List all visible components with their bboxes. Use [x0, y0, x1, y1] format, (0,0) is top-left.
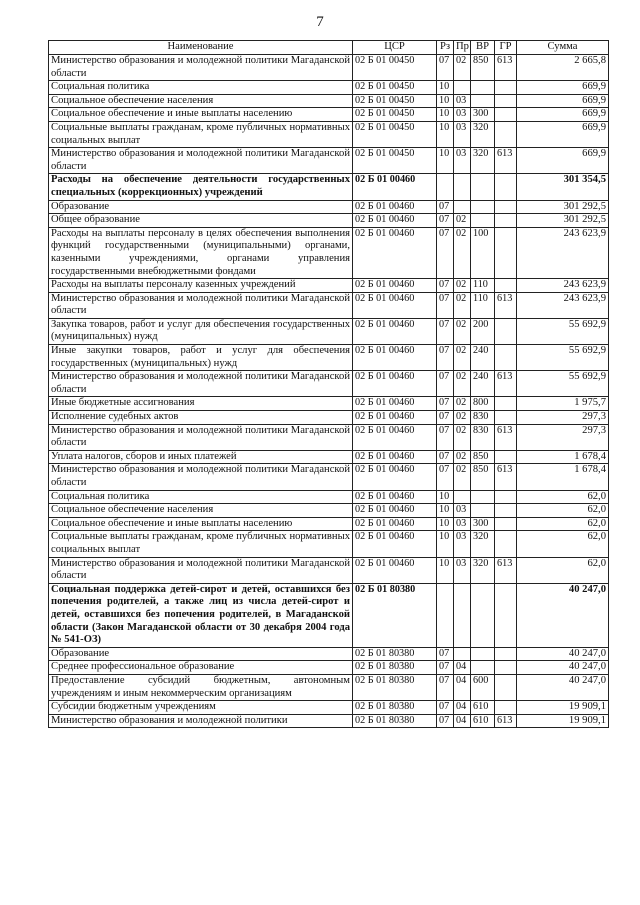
- row-sum-cell: 62,0: [517, 490, 609, 504]
- row-name-cell: Общее образование: [49, 214, 353, 228]
- row-vr-cell: [471, 583, 495, 647]
- row-rz-cell: [437, 174, 454, 200]
- row-sum-cell: 243 623,9: [517, 292, 609, 318]
- row-pr-cell: [454, 81, 471, 95]
- row-gr-cell: [495, 490, 517, 504]
- row-pr-cell: [454, 200, 471, 214]
- row-sum-cell: 243 623,9: [517, 279, 609, 293]
- row-pr-cell: 03: [454, 557, 471, 583]
- row-pr-cell: 02: [454, 345, 471, 371]
- row-vr-cell: [471, 214, 495, 228]
- row-pr-cell: [454, 490, 471, 504]
- row-csr-cell: 02 Б 01 00450: [353, 121, 437, 147]
- table-row: [49, 674, 609, 700]
- row-rz-cell: 07: [437, 345, 454, 371]
- row-rz-cell: 10: [437, 148, 454, 174]
- row-gr-cell: [495, 397, 517, 411]
- row-vr-cell: [471, 94, 495, 108]
- row-vr-cell: 110: [471, 292, 495, 318]
- row-rz-cell: 07: [437, 450, 454, 464]
- row-vr-cell: 600: [471, 674, 495, 700]
- row-sum-cell: 40 247,0: [517, 647, 609, 661]
- row-gr-cell: 613: [495, 714, 517, 728]
- row-vr-cell: [471, 81, 495, 95]
- row-sum-cell: 40 247,0: [517, 583, 609, 647]
- row-csr-cell: 02 Б 01 00450: [353, 55, 437, 81]
- page-number: 7: [316, 14, 324, 30]
- row-pr-cell: 02: [454, 227, 471, 278]
- row-name-cell: Социальные выплаты гражданам, кроме публичных нормативных социальных выплат: [49, 121, 353, 147]
- row-rz-cell: 07: [437, 200, 454, 214]
- row-pr-cell: 03: [454, 121, 471, 147]
- row-csr-cell: 02 Б 01 80380: [353, 674, 437, 700]
- row-csr-cell: 02 Б 01 00460: [353, 292, 437, 318]
- table-row: [49, 424, 609, 450]
- row-csr-cell: 02 Б 01 00460: [353, 531, 437, 557]
- table-row: [49, 504, 609, 518]
- row-rz-cell: 07: [437, 318, 454, 344]
- row-gr-cell: [495, 214, 517, 228]
- row-vr-cell: 240: [471, 371, 495, 397]
- header-vr: ВР: [471, 41, 495, 55]
- table-row: [49, 714, 609, 728]
- row-csr-cell: 02 Б 01 00450: [353, 148, 437, 174]
- row-pr-cell: 02: [454, 279, 471, 293]
- row-gr-cell: [495, 517, 517, 531]
- row-gr-cell: [495, 81, 517, 95]
- row-sum-cell: 301 292,5: [517, 214, 609, 228]
- row-name-cell: Социальные выплаты гражданам, кроме публичных нормативных социальных выплат: [49, 531, 353, 557]
- row-csr-cell: 02 Б 01 80380: [353, 583, 437, 647]
- row-pr-cell: 02: [454, 318, 471, 344]
- row-csr-cell: 02 Б 01 00460: [353, 279, 437, 293]
- header-name: Наименование: [49, 41, 353, 55]
- row-gr-cell: [495, 318, 517, 344]
- row-pr-cell: 02: [454, 450, 471, 464]
- table-row: [49, 583, 609, 647]
- row-name-cell: Социальная политика: [49, 490, 353, 504]
- row-vr-cell: 320: [471, 148, 495, 174]
- table-row: [49, 279, 609, 293]
- row-name-cell: Социальная политика: [49, 81, 353, 95]
- table-row: [49, 411, 609, 425]
- row-rz-cell: 10: [437, 504, 454, 518]
- row-gr-cell: [495, 504, 517, 518]
- row-sum-cell: 301 354,5: [517, 174, 609, 200]
- table-row: [49, 318, 609, 344]
- row-rz-cell: 07: [437, 464, 454, 490]
- row-gr-cell: 613: [495, 148, 517, 174]
- row-csr-cell: 02 Б 01 00460: [353, 318, 437, 344]
- row-pr-cell: 03: [454, 108, 471, 122]
- row-csr-cell: 02 Б 01 00460: [353, 227, 437, 278]
- row-pr-cell: 03: [454, 94, 471, 108]
- table-row: [49, 148, 609, 174]
- row-rz-cell: 10: [437, 490, 454, 504]
- row-vr-cell: 610: [471, 714, 495, 728]
- row-rz-cell: 07: [437, 411, 454, 425]
- header-rz: Рз: [437, 41, 454, 55]
- row-gr-cell: [495, 674, 517, 700]
- row-vr-cell: 800: [471, 397, 495, 411]
- row-csr-cell: 02 Б 01 00450: [353, 81, 437, 95]
- row-pr-cell: 03: [454, 531, 471, 557]
- row-sum-cell: 1 678,4: [517, 464, 609, 490]
- row-sum-cell: 62,0: [517, 531, 609, 557]
- row-gr-cell: [495, 583, 517, 647]
- row-csr-cell: 02 Б 01 80380: [353, 714, 437, 728]
- row-rz-cell: 10: [437, 531, 454, 557]
- row-gr-cell: [495, 661, 517, 675]
- table-row: [49, 647, 609, 661]
- row-sum-cell: 1 678,4: [517, 450, 609, 464]
- row-pr-cell: 03: [454, 517, 471, 531]
- table-row: [49, 490, 609, 504]
- header-pr: Пр: [454, 41, 471, 55]
- row-vr-cell: 850: [471, 55, 495, 81]
- table-row: [49, 345, 609, 371]
- row-name-cell: Социальное обеспечение и иные выплаты населению: [49, 517, 353, 531]
- table-row: [49, 397, 609, 411]
- row-gr-cell: 613: [495, 371, 517, 397]
- table-row: [49, 81, 609, 95]
- table-row: [49, 174, 609, 200]
- row-name-cell: Министерство образования и молодежной политики: [49, 714, 353, 728]
- row-vr-cell: 830: [471, 411, 495, 425]
- row-vr-cell: 110: [471, 279, 495, 293]
- row-name-cell: Социальное обеспечение населения: [49, 94, 353, 108]
- row-vr-cell: 300: [471, 517, 495, 531]
- row-name-cell: Субсидии бюджетным учреждениям: [49, 701, 353, 715]
- row-gr-cell: 613: [495, 55, 517, 81]
- row-sum-cell: 62,0: [517, 504, 609, 518]
- row-name-cell: Министерство образования и молодежной политики Магаданской области: [49, 424, 353, 450]
- row-csr-cell: 02 Б 01 00460: [353, 557, 437, 583]
- row-csr-cell: 02 Б 01 00450: [353, 108, 437, 122]
- row-gr-cell: [495, 411, 517, 425]
- budget-table: [48, 40, 609, 728]
- row-gr-cell: 613: [495, 557, 517, 583]
- row-name-cell: Министерство образования и молодежной политики Магаданской области: [49, 292, 353, 318]
- row-gr-cell: [495, 647, 517, 661]
- row-sum-cell: 1 975,7: [517, 397, 609, 411]
- row-pr-cell: 04: [454, 701, 471, 715]
- row-csr-cell: 02 Б 01 00460: [353, 504, 437, 518]
- row-csr-cell: 02 Б 01 00460: [353, 371, 437, 397]
- row-pr-cell: 02: [454, 397, 471, 411]
- row-csr-cell: 02 Б 01 00460: [353, 517, 437, 531]
- table-row: [49, 292, 609, 318]
- row-sum-cell: 19 909,1: [517, 701, 609, 715]
- row-pr-cell: [454, 647, 471, 661]
- row-name-cell: Иные закупки товаров, работ и услуг для обеспечения государственных (муниципальных) нужд: [49, 345, 353, 371]
- row-pr-cell: 02: [454, 292, 471, 318]
- row-vr-cell: 200: [471, 318, 495, 344]
- row-name-cell: Министерство образования и молодежной политики Магаданской области: [49, 464, 353, 490]
- table-row: [49, 517, 609, 531]
- row-name-cell: Расходы на выплаты персоналу в целях обеспечения выполнения функций государственными (муниципальными) органами, казенными учреждениями, органами управления государственными внебюджетными фондами: [49, 227, 353, 278]
- row-vr-cell: [471, 200, 495, 214]
- row-sum-cell: 297,3: [517, 424, 609, 450]
- row-name-cell: Министерство образования и молодежной политики Магаданской области: [49, 371, 353, 397]
- row-rz-cell: 07: [437, 55, 454, 81]
- row-gr-cell: [495, 121, 517, 147]
- row-sum-cell: 669,9: [517, 121, 609, 147]
- row-csr-cell: 02 Б 01 00460: [353, 174, 437, 200]
- row-rz-cell: 07: [437, 674, 454, 700]
- row-gr-cell: [495, 94, 517, 108]
- row-sum-cell: 669,9: [517, 148, 609, 174]
- row-pr-cell: 02: [454, 424, 471, 450]
- row-vr-cell: 320: [471, 557, 495, 583]
- row-gr-cell: 613: [495, 464, 517, 490]
- row-rz-cell: 10: [437, 81, 454, 95]
- row-rz-cell: 10: [437, 108, 454, 122]
- row-pr-cell: 02: [454, 371, 471, 397]
- table-header-row: [49, 41, 609, 55]
- table-row: [49, 94, 609, 108]
- row-csr-cell: 02 Б 01 00460: [353, 464, 437, 490]
- row-pr-cell: 04: [454, 714, 471, 728]
- row-vr-cell: [471, 661, 495, 675]
- row-pr-cell: 04: [454, 674, 471, 700]
- row-rz-cell: 07: [437, 279, 454, 293]
- row-pr-cell: 02: [454, 411, 471, 425]
- row-gr-cell: [495, 200, 517, 214]
- row-sum-cell: 2 665,8: [517, 55, 609, 81]
- row-name-cell: Образование: [49, 647, 353, 661]
- row-gr-cell: [495, 345, 517, 371]
- row-sum-cell: 55 692,9: [517, 345, 609, 371]
- row-vr-cell: 240: [471, 345, 495, 371]
- row-pr-cell: 03: [454, 504, 471, 518]
- row-csr-cell: 02 Б 01 00460: [353, 450, 437, 464]
- row-pr-cell: 03: [454, 148, 471, 174]
- row-name-cell: Министерство образования и молодежной политики Магаданской области: [49, 557, 353, 583]
- row-gr-cell: [495, 227, 517, 278]
- row-name-cell: Социальное обеспечение и иные выплаты населению: [49, 108, 353, 122]
- row-sum-cell: 62,0: [517, 517, 609, 531]
- row-rz-cell: 07: [437, 371, 454, 397]
- row-vr-cell: 300: [471, 108, 495, 122]
- row-vr-cell: [471, 647, 495, 661]
- row-vr-cell: 320: [471, 121, 495, 147]
- row-csr-cell: 02 Б 01 00460: [353, 397, 437, 411]
- row-rz-cell: 07: [437, 227, 454, 278]
- table-row: [49, 557, 609, 583]
- row-pr-cell: 04: [454, 661, 471, 675]
- row-gr-cell: [495, 108, 517, 122]
- row-vr-cell: [471, 174, 495, 200]
- row-name-cell: Социальное обеспечение населения: [49, 504, 353, 518]
- row-vr-cell: 850: [471, 450, 495, 464]
- table-row: [49, 227, 609, 278]
- table-row: [49, 701, 609, 715]
- row-name-cell: Социальная поддержка детей-сирот и детей, оставшихся без попечения родителей, а также лиц из числа детей-сирот и детей, оставшихся без попечения родителей, в Магаданской области (Закон Магаданской области от 30 декабря 2004 года № 541-ОЗ): [49, 583, 353, 647]
- row-csr-cell: 02 Б 01 00460: [353, 424, 437, 450]
- row-gr-cell: [495, 174, 517, 200]
- row-pr-cell: [454, 174, 471, 200]
- row-csr-cell: 02 Б 01 80380: [353, 701, 437, 715]
- table-row: [49, 200, 609, 214]
- row-rz-cell: 10: [437, 517, 454, 531]
- row-csr-cell: 02 Б 01 80380: [353, 647, 437, 661]
- row-name-cell: Министерство образования и молодежной политики Магаданской области: [49, 148, 353, 174]
- row-vr-cell: 320: [471, 531, 495, 557]
- row-name-cell: Министерство образования и молодежной политики Магаданской области: [49, 55, 353, 81]
- row-gr-cell: 613: [495, 424, 517, 450]
- row-gr-cell: [495, 450, 517, 464]
- table-row: [49, 661, 609, 675]
- row-sum-cell: 243 623,9: [517, 227, 609, 278]
- row-sum-cell: 297,3: [517, 411, 609, 425]
- header-sum: Сумма: [517, 41, 609, 55]
- row-rz-cell: 07: [437, 661, 454, 675]
- row-vr-cell: [471, 504, 495, 518]
- table-row: [49, 531, 609, 557]
- row-rz-cell: 10: [437, 94, 454, 108]
- table-row: [49, 371, 609, 397]
- row-rz-cell: 07: [437, 214, 454, 228]
- row-sum-cell: 19 909,1: [517, 714, 609, 728]
- row-rz-cell: 07: [437, 701, 454, 715]
- row-vr-cell: 830: [471, 424, 495, 450]
- row-vr-cell: 610: [471, 701, 495, 715]
- row-csr-cell: 02 Б 01 00460: [353, 345, 437, 371]
- row-sum-cell: 669,9: [517, 108, 609, 122]
- row-sum-cell: 55 692,9: [517, 318, 609, 344]
- row-pr-cell: 02: [454, 214, 471, 228]
- row-csr-cell: 02 Б 01 00460: [353, 490, 437, 504]
- row-sum-cell: 301 292,5: [517, 200, 609, 214]
- row-sum-cell: 40 247,0: [517, 674, 609, 700]
- row-name-cell: Иные бюджетные ассигнования: [49, 397, 353, 411]
- row-gr-cell: 613: [495, 292, 517, 318]
- row-vr-cell: 100: [471, 227, 495, 278]
- header-gr: ГР: [495, 41, 517, 55]
- row-rz-cell: 07: [437, 397, 454, 411]
- row-name-cell: Предоставление субсидий бюджетным, автономным учреждениям и иным некоммерческим организациям: [49, 674, 353, 700]
- row-gr-cell: [495, 701, 517, 715]
- row-rz-cell: [437, 583, 454, 647]
- row-vr-cell: 850: [471, 464, 495, 490]
- row-sum-cell: 669,9: [517, 94, 609, 108]
- table-row: [49, 464, 609, 490]
- row-csr-cell: 02 Б 01 00450: [353, 94, 437, 108]
- row-rz-cell: 07: [437, 424, 454, 450]
- row-csr-cell: 02 Б 01 80380: [353, 661, 437, 675]
- row-name-cell: Среднее профессиональное образование: [49, 661, 353, 675]
- row-name-cell: Закупка товаров, работ и услуг для обеспечения государственных (муниципальных) нужд: [49, 318, 353, 344]
- row-csr-cell: 02 Б 01 00460: [353, 200, 437, 214]
- row-csr-cell: 02 Б 01 00460: [353, 214, 437, 228]
- row-gr-cell: [495, 279, 517, 293]
- row-csr-cell: 02 Б 01 00460: [353, 411, 437, 425]
- row-vr-cell: [471, 490, 495, 504]
- table-row: [49, 108, 609, 122]
- row-name-cell: Расходы на выплаты персоналу казенных учреждений: [49, 279, 353, 293]
- row-rz-cell: 07: [437, 292, 454, 318]
- table-row: [49, 121, 609, 147]
- row-name-cell: Исполнение судебных актов: [49, 411, 353, 425]
- row-sum-cell: 55 692,9: [517, 371, 609, 397]
- row-pr-cell: 02: [454, 55, 471, 81]
- row-rz-cell: 07: [437, 714, 454, 728]
- row-rz-cell: 10: [437, 557, 454, 583]
- row-rz-cell: 07: [437, 647, 454, 661]
- row-pr-cell: [454, 583, 471, 647]
- row-sum-cell: 62,0: [517, 557, 609, 583]
- row-name-cell: Расходы на обеспечение деятельности государственных специальных (коррекционных) учреждений: [49, 174, 353, 200]
- row-name-cell: Уплата налогов, сборов и иных платежей: [49, 450, 353, 464]
- row-name-cell: Образование: [49, 200, 353, 214]
- row-sum-cell: 669,9: [517, 81, 609, 95]
- row-gr-cell: [495, 531, 517, 557]
- table-row: [49, 214, 609, 228]
- table-row: [49, 450, 609, 464]
- row-sum-cell: 40 247,0: [517, 661, 609, 675]
- row-pr-cell: 02: [454, 464, 471, 490]
- table-row: [49, 55, 609, 81]
- header-csr: ЦСР: [353, 41, 437, 55]
- row-rz-cell: 10: [437, 121, 454, 147]
